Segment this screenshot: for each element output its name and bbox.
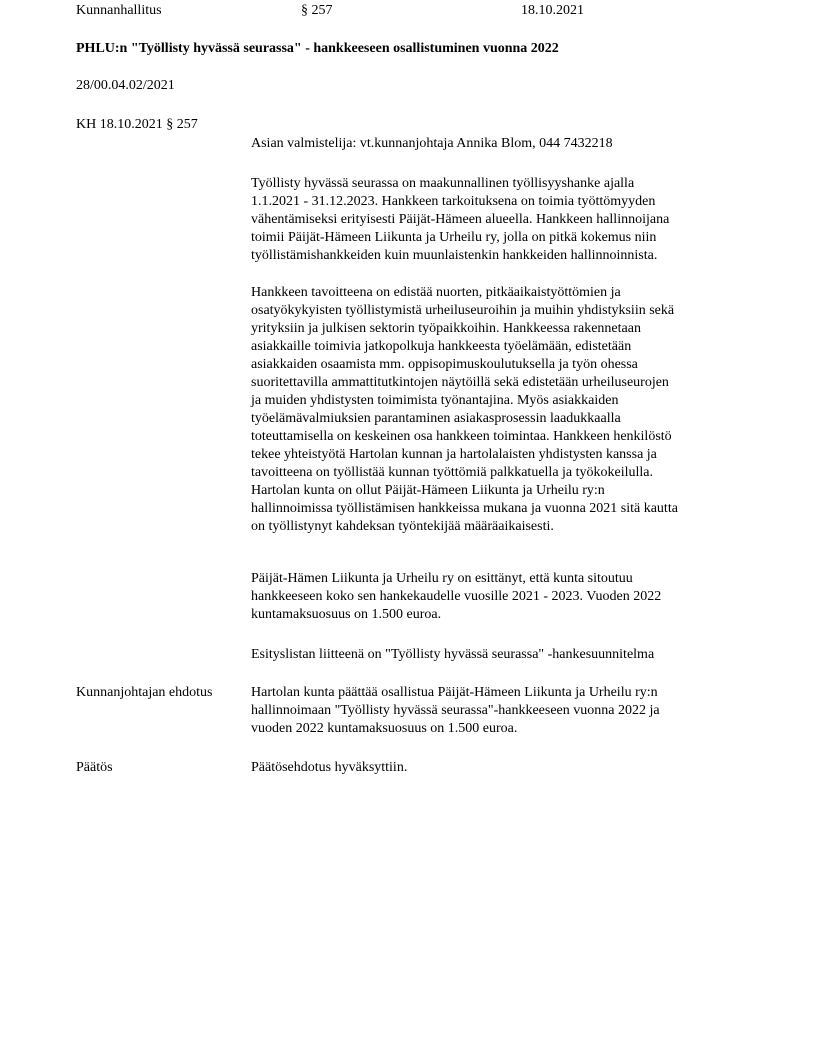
paragraph-line: 1.1.2021 - 31.12.2023. Hankkeen tarkoituksena on toimia työttömyyden [251, 194, 656, 209]
paragraph-project-overview [251, 175, 751, 265]
paragraph-line: vähentämiseksi erityisesti Päijät-Hämeen alueella. Hankkeen hallinnoijana [251, 212, 670, 227]
decision-line: Päätösehdotus hyväksyttiin. [251, 760, 408, 775]
paragraph-line: hallinnoimissa työllistämisen hankkeissa mukana ja vuonna 2021 sitä kautta [251, 501, 678, 516]
meeting-reference: KH 18.10.2021 § 257 [76, 117, 198, 132]
proposal-line: hallinnoimaan "Työllisty hyvässä seurassa"-hankkeeseen vuonna 2022 ja [251, 703, 660, 718]
paragraph-line: osatyökykyisten työllistymistä urheiluseuroihin ja muihin yhdistyksiin sekä [251, 303, 675, 318]
proposal-line: vuoden 2022 kuntamaksuosuus on 1.500 euroa. [251, 721, 518, 736]
paragraph-line: ja muiden yhdistysten toimimista työnantajina. Myös asiakkaiden [251, 393, 619, 408]
paragraph-line: Hankkeen tavoitteena on edistää nuorten, pitkäaikaistyöttömien ja [251, 285, 621, 300]
paragraph-line: asiakkaiden osaamista mm. oppisopimuskoulutuksella ja työn ohessa [251, 357, 638, 372]
preparer-text: Asian valmistelija: vt.kunnanjohtaja Annika Blom, 044 7432218 [251, 136, 613, 151]
proposal-text [251, 684, 751, 738]
header-section-number: § 257 [301, 3, 333, 18]
proposal-label: Kunnanjohtajan ehdotus [76, 685, 213, 700]
paragraph-line: Työllisty hyvässä seurassa on maakunnallinen työllisyyshanke ajalla [251, 176, 635, 191]
paragraph-line: on työllistynyt kahdeksan työntekijää määräaikaisesti. [251, 519, 554, 534]
paragraph-line: tekee yhteistyötä Hartolan kunnan ja hartolalaisten yhdistysten kanssa ja [251, 447, 657, 462]
paragraph-line: Päijät-Hämen Liikunta ja Urheilu ry on esittänyt, että kunta sitoutuu [251, 571, 633, 586]
decision-label: Päätös [76, 760, 113, 775]
paragraph-line: Hartolan kunta on ollut Päijät-Hämeen Liikunta ja Urheilu ry:n [251, 483, 605, 498]
paragraph-line: työllistämishankkeiden kuin muunlaistenkin hankkeiden hallinnoinnista. [251, 248, 658, 263]
paragraph-line: yrityksiin ja julkisen sektorin työpaikkoihin. Hankkeessa rakennetaan [251, 321, 641, 336]
paragraph-project-goals [251, 284, 751, 536]
paragraph-line: toimii Päijät-Hämeen Liikunta ja Urheilu ry, jolla on pitkä kokemus niin [251, 230, 657, 245]
attachment-text: Esityslistan liitteenä on "Työllisty hyvässä seurassa" -hankesuunnitelma [251, 647, 655, 662]
header-date: 18.10.2021 [521, 3, 584, 18]
paragraph-line: tavoitteena on työllistää kunnan työttömiä palkkatuella ja työkokeilulla. [251, 465, 654, 480]
document-title: PHLU:n "Työllisty hyvässä seurassa" - hankkeeseen osallistuminen vuonna 2022 [76, 41, 559, 56]
paragraph-line: työelämävalmiuksien parantaminen asiakasprosessin laadukkaalla [251, 411, 621, 426]
paragraph-commitment [251, 570, 751, 624]
paragraph-line: toteuttamisella on keskeinen osa hankkeen toimintaa. Hankkeen henkilöstö [251, 429, 672, 444]
header-body-name: Kunnanhallitus [76, 3, 162, 18]
decision-text [251, 759, 751, 777]
paragraph-line: suoritettavilla ammattitutkintojen näytöillä sekä edistetään urheiluseurojen [251, 375, 669, 390]
paragraph-line: asiakkaille toimivia jatkopolkuja hankkeesta työelämään, edistetään [251, 339, 632, 354]
paragraph-line: kuntamaksuosuus on 1.500 euroa. [251, 607, 442, 622]
preparer-line [251, 135, 751, 153]
proposal-line: Hartolan kunta päättää osallistua Päijät-Hämeen Liikunta ja Urheilu ry:n [251, 685, 658, 700]
document-number: 28/00.04.02/2021 [76, 78, 175, 93]
attachment-note [251, 646, 751, 664]
paragraph-line: hankkeeseen koko sen hankekaudelle vuosille 2021 - 2023. Vuoden 2022 [251, 589, 662, 604]
